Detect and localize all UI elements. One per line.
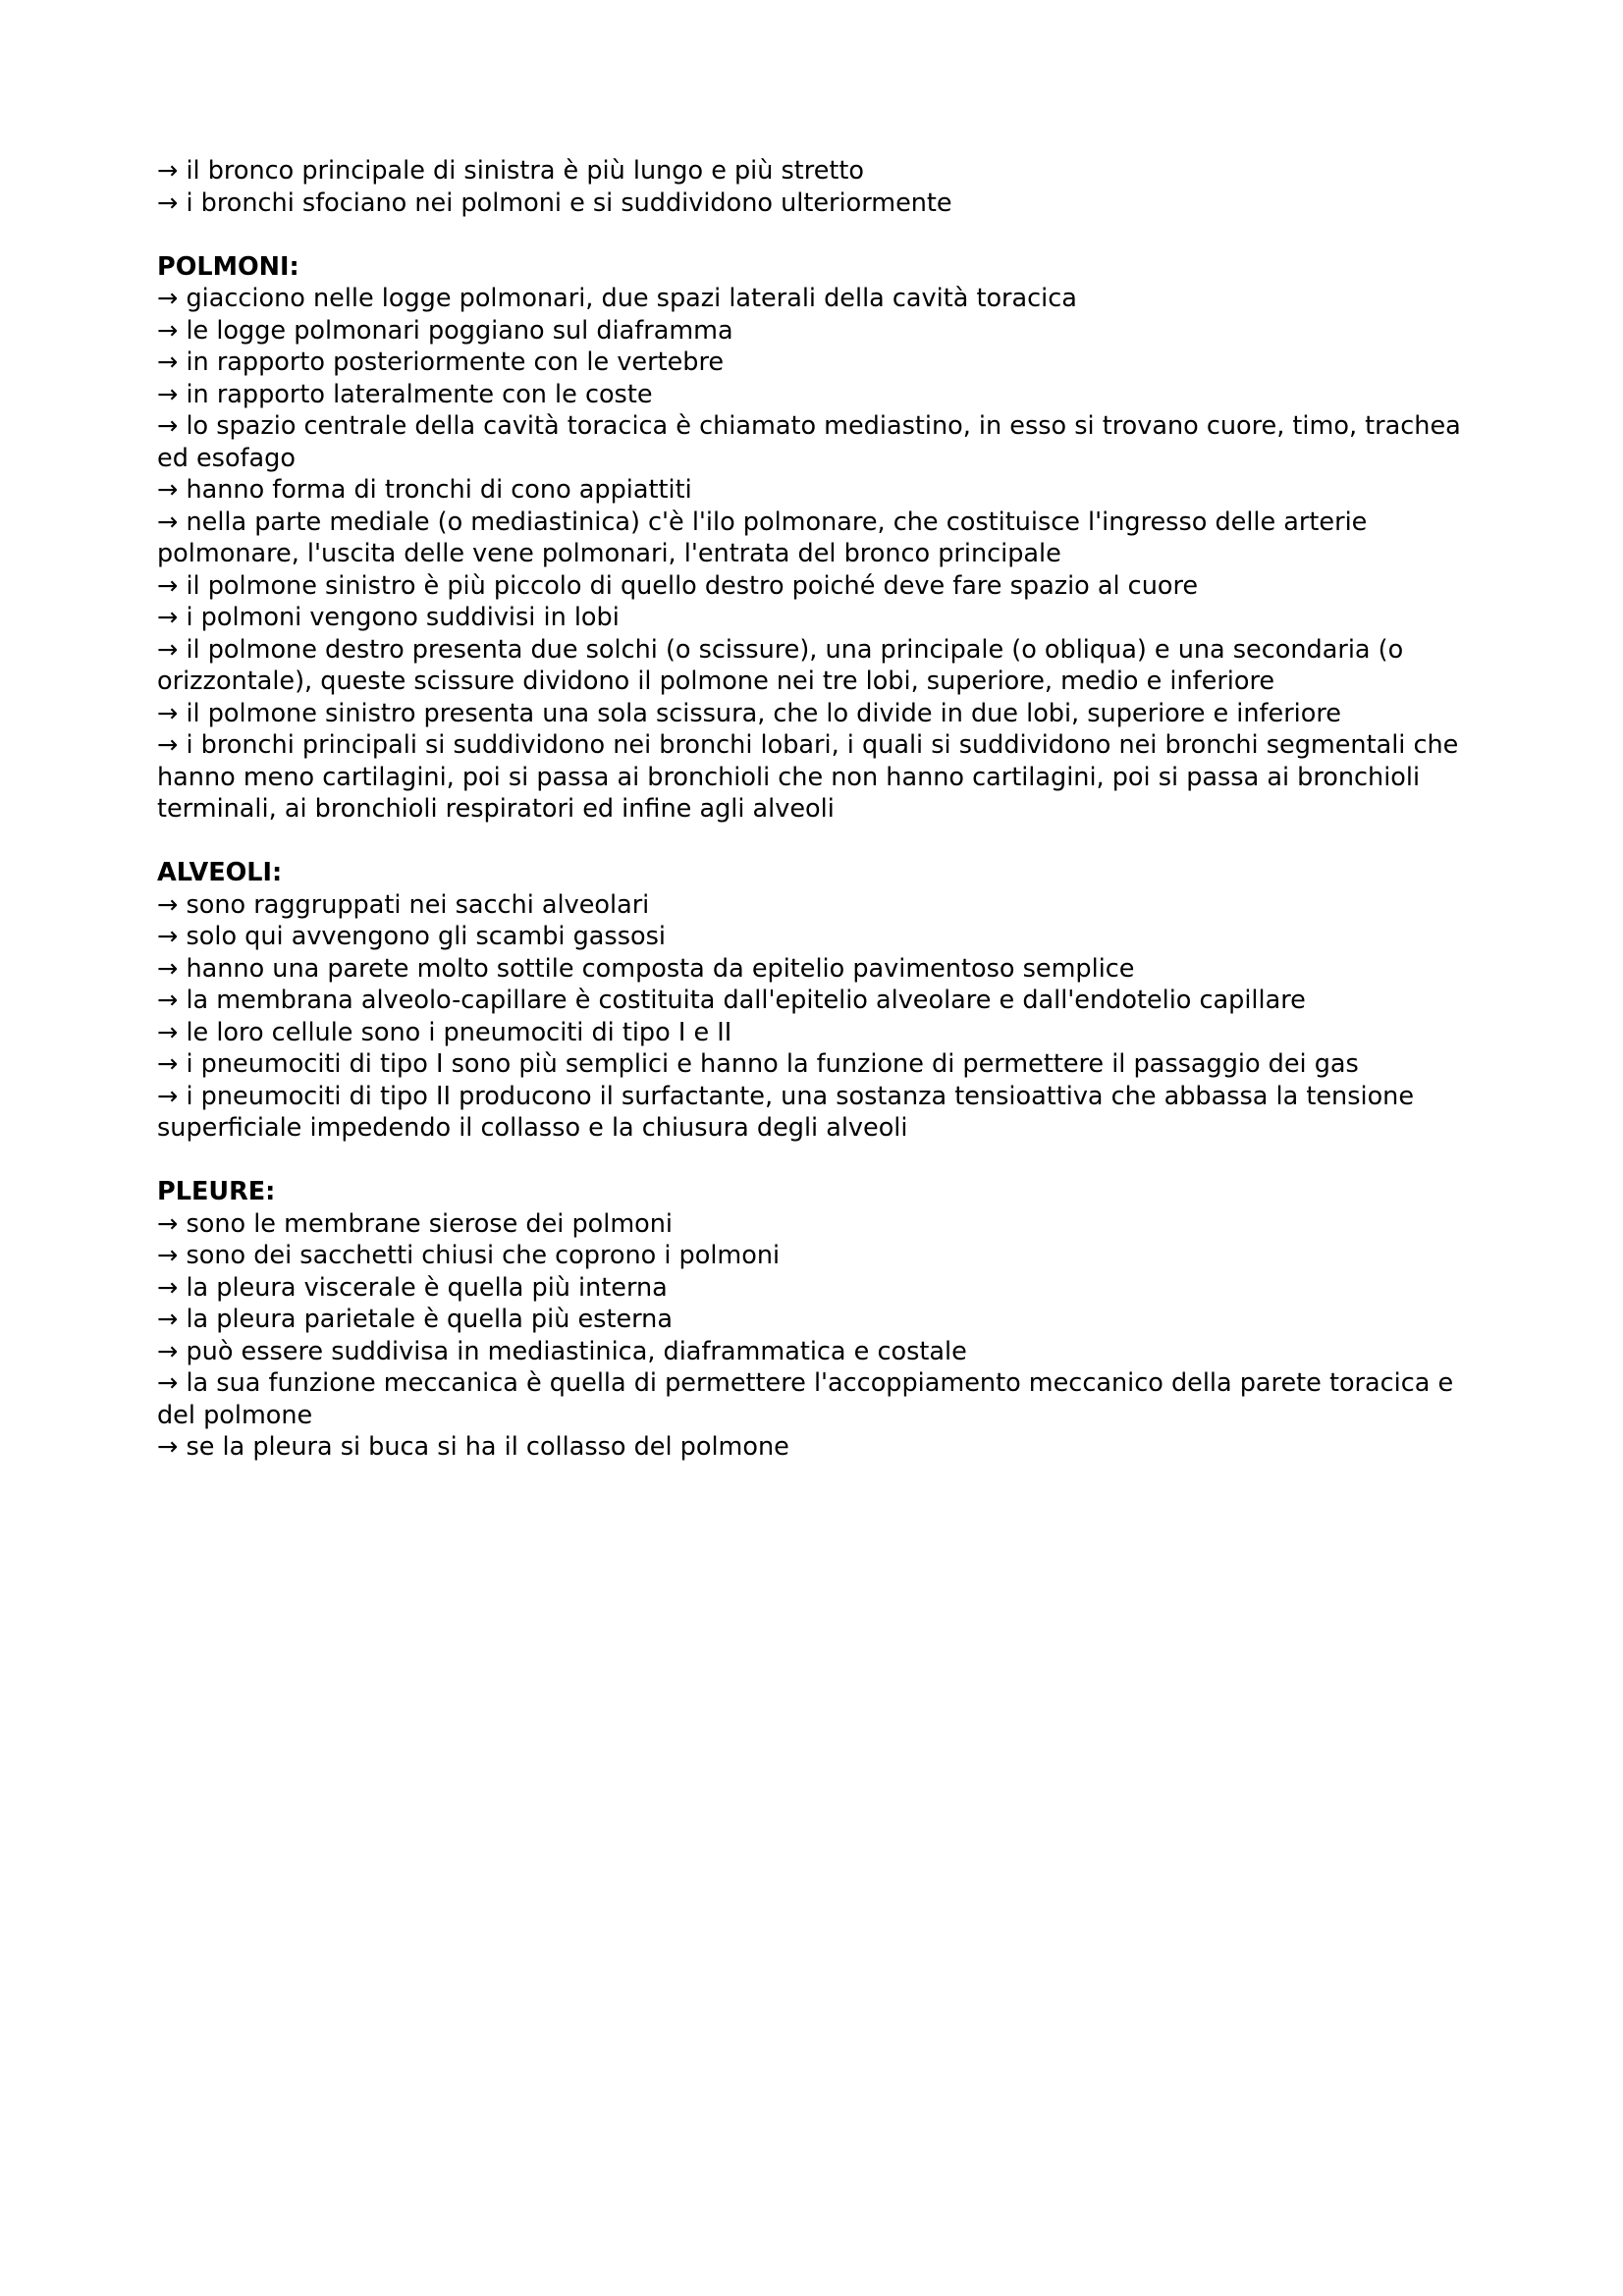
polmoni-line: → il polmone sinistro presenta una sola scissura, che lo divide in due lobi, superiore e inferiore bbox=[157, 698, 1341, 728]
polmoni-line: → hanno forma di tronchi di cono appiattiti bbox=[157, 475, 692, 505]
alveoli-line: → i pneumociti di tipo II producono il surfactante, una sostanza tensioattiva che abbassa la tensione superficiale impedendo il collasso e la chiusura degli alveoli bbox=[157, 1081, 1415, 1143]
pleure-line: → la sua funzione meccanica è quella di permettere l'accoppiamento meccanico della parete toracica e del polmone bbox=[157, 1368, 1454, 1430]
pleure-heading: PLEURE: bbox=[157, 1177, 276, 1206]
alveoli-line: → le loro cellule sono i pneumociti di tipo I e II bbox=[157, 1017, 732, 1047]
polmoni-line: → i polmoni vengono suddivisi in lobi bbox=[157, 603, 620, 632]
alveoli-line: → la membrana alveolo-capillare è costituita dall'epitelio alveolare e dall'endotelio capillare bbox=[157, 986, 1306, 1015]
document-page bbox=[157, 155, 1492, 1464]
intro-section bbox=[157, 155, 1492, 219]
pleure-line: → se la pleura si buca si ha il collasso del polmone bbox=[157, 1432, 789, 1462]
polmoni-line: → lo spazio centrale della cavità toracica è chiamato mediastino, in esso si trovano cuore, timo, trachea ed esofago bbox=[157, 411, 1461, 473]
polmoni-line: → i bronchi principali si suddividono nei bronchi lobari, i quali si suddividono nei bronchi segmentali che hanno meno cartilagini, poi si passa ai bronchioli che non hanno cartilagini, poi si passa ai bronchioli terminali, ai bronchioli respiratori ed infine agli alveoli bbox=[157, 730, 1459, 824]
polmoni-line: → in rapporto lateralmente con le coste bbox=[157, 379, 653, 409]
alveoli-section bbox=[157, 857, 1492, 1145]
polmoni-line: → nella parte mediale (o mediastinica) c'è l'ilo polmonare, che costituisce l'ingresso delle arterie polmonare, l'uscita delle vene polmonari, l'entrata del bronco principale bbox=[157, 507, 1368, 568]
intro-line: → il bronco principale di sinistra è più lungo e più stretto bbox=[157, 156, 865, 186]
polmoni-line: → giacciono nelle logge polmonari, due spazi laterali della cavità toracica bbox=[157, 284, 1077, 313]
pleure-line: → la pleura viscerale è quella più interna bbox=[157, 1272, 668, 1303]
alveoli-line: → solo qui avvengono gli scambi gassosi bbox=[157, 922, 666, 951]
alveoli-line: → sono raggruppati nei sacchi alveolari bbox=[157, 889, 650, 920]
intro-line: → i bronchi sfociano nei polmoni e si suddividono ulteriormente bbox=[157, 187, 952, 218]
polmoni-line: → le logge polmonari poggiano sul diaframma bbox=[157, 315, 733, 346]
polmoni-line: → il polmone destro presenta due solchi (o scissure), una principale (o obliqua) e una secondaria (o orizzontale), queste scissure dividono il polmone nei tre lobi, superiore, medio e inferiore bbox=[157, 634, 1404, 696]
alveoli-heading: ALVEOLI: bbox=[157, 858, 283, 887]
pleure-line: → la pleura parietale è quella più esterna bbox=[157, 1305, 673, 1334]
polmoni-line: → il polmone sinistro è più piccolo di quello destro poiché deve fare spazio al cuore bbox=[157, 570, 1199, 601]
pleure-line: → sono le membrane sierose dei polmoni bbox=[157, 1208, 674, 1239]
polmoni-line: → in rapporto posteriormente con le vertebre bbox=[157, 347, 725, 377]
alveoli-line: → i pneumociti di tipo I sono più semplici e hanno la funzione di permettere il passaggio dei gas bbox=[157, 1049, 1359, 1079]
pleure-line: → può essere suddivisa in mediastinica, diaframmatica e costale bbox=[157, 1336, 967, 1366]
polmoni-section bbox=[157, 251, 1492, 826]
pleure-line: → sono dei sacchetti chiusi che coprono i polmoni bbox=[157, 1241, 781, 1270]
pleure-section bbox=[157, 1176, 1492, 1464]
polmoni-heading: POLMONI: bbox=[157, 251, 299, 282]
alveoli-line: → hanno una parete molto sottile composta da epitelio pavimentoso semplice bbox=[157, 953, 1135, 984]
